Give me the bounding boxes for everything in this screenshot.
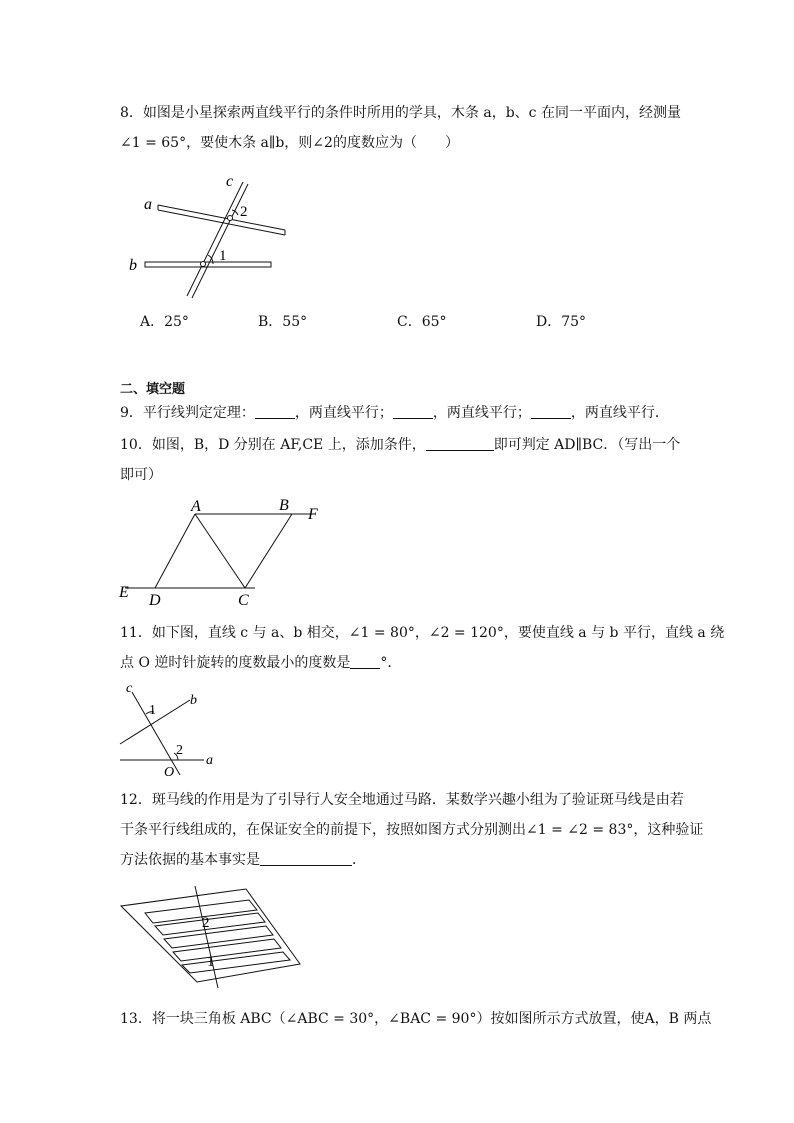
zebra-stripe xyxy=(173,939,281,961)
q8-line2: ∠1 = 65°，要使木条 a∥b，则∠2的度数应为（ ） xyxy=(120,135,459,151)
line-c xyxy=(132,692,180,775)
q9-prefix: 9．平行线判定定理： xyxy=(120,405,255,421)
zebra-stripe xyxy=(164,926,273,948)
label-a: a xyxy=(206,753,213,768)
q12-text-b: ． xyxy=(352,852,366,868)
label-angle2: 2 xyxy=(240,204,248,220)
label-1: 1 xyxy=(149,703,156,718)
q11-figure xyxy=(118,680,223,780)
q12-figure xyxy=(118,884,308,989)
q8-option-a[interactable]: A．25° xyxy=(140,314,189,330)
zebra-stripe xyxy=(182,952,290,973)
label-O: O xyxy=(164,765,175,780)
q13-line1: 13．将一块三角板 ABC（∠ABC = 30°，∠BAC = 90°）按如图所示方式放置，使A，B 两点 xyxy=(120,1011,712,1027)
label-2: 2 xyxy=(202,915,210,931)
label-E: E xyxy=(119,584,129,601)
q11-line2 xyxy=(120,653,401,673)
q12-line3 xyxy=(120,850,366,870)
q11-text-a: 点 O 逆时针旋转的度数最小的度数是 xyxy=(120,655,351,671)
q9-part1: ，两直线平行； xyxy=(294,405,393,421)
q9-line xyxy=(120,403,669,423)
label-a: a xyxy=(144,196,152,213)
q8-line1: 8．如图是小星探索两直线平行的条件时所用的学具，木条 a，b、c 在同一平面内，经测量 xyxy=(120,105,681,121)
label-b: b xyxy=(190,693,197,708)
label-B: B xyxy=(279,497,289,514)
q11-text-b: °． xyxy=(380,655,402,671)
label-C: C xyxy=(238,592,249,609)
label-b: b xyxy=(129,257,137,274)
q8-option-c[interactable]: C．65° xyxy=(397,314,447,330)
section-title: 二、填空题 xyxy=(120,382,186,397)
label-c: c xyxy=(226,173,234,190)
q9-blank-1[interactable] xyxy=(255,404,295,419)
q9-blank-2[interactable] xyxy=(393,404,433,419)
q10-line1 xyxy=(120,435,680,455)
q8-figure xyxy=(120,168,300,303)
q9-blank-3[interactable] xyxy=(531,404,571,419)
transversal xyxy=(195,886,218,988)
strip-c xyxy=(187,182,243,296)
q11-line1: 11．如下图，直线 c 与 a、b 相交，∠1 = 80°，∠2 = 120°，要使直线 a 与 b 平行，直线 a 绕 xyxy=(120,625,725,641)
q9-part3: ，两直线平行． xyxy=(570,405,669,421)
q10-blank[interactable] xyxy=(426,436,494,451)
label-2: 2 xyxy=(176,743,183,758)
q11-blank[interactable] xyxy=(350,654,380,669)
label-1: 1 xyxy=(207,954,215,970)
label-c: c xyxy=(126,681,133,696)
label-D: D xyxy=(149,592,161,609)
q8-option-b[interactable]: B．55° xyxy=(258,314,308,330)
q12-text-a: 方法依据的基本事实是 xyxy=(120,852,260,868)
q8-option-d[interactable]: D．75° xyxy=(536,314,587,330)
label-A: A xyxy=(191,498,201,515)
q9-part2: ，两直线平行； xyxy=(432,405,531,421)
q10-line2: 即可） xyxy=(120,467,162,483)
label-F: F xyxy=(308,506,318,523)
label-angle1: 1 xyxy=(219,248,227,264)
q12-blank[interactable] xyxy=(260,851,352,866)
q10-figure xyxy=(115,495,345,610)
q10-text-a: 10．如图，B，D 分别在 AF,CE 上，添加条件， xyxy=(120,437,426,453)
q12-line1: 12．斑马线的作用是为了引导行人安全地通过马路．某数学兴趣小组为了验证斑马线是由若 xyxy=(120,792,684,808)
q10-text-b: 即可判定 AD∥BC．（写出一个 xyxy=(493,437,681,453)
q12-line2: 干条平行线组成的，在保证安全的前提下，按照如图方式分别测出∠1 = ∠2 = 83°，这种验证 xyxy=(120,822,704,838)
